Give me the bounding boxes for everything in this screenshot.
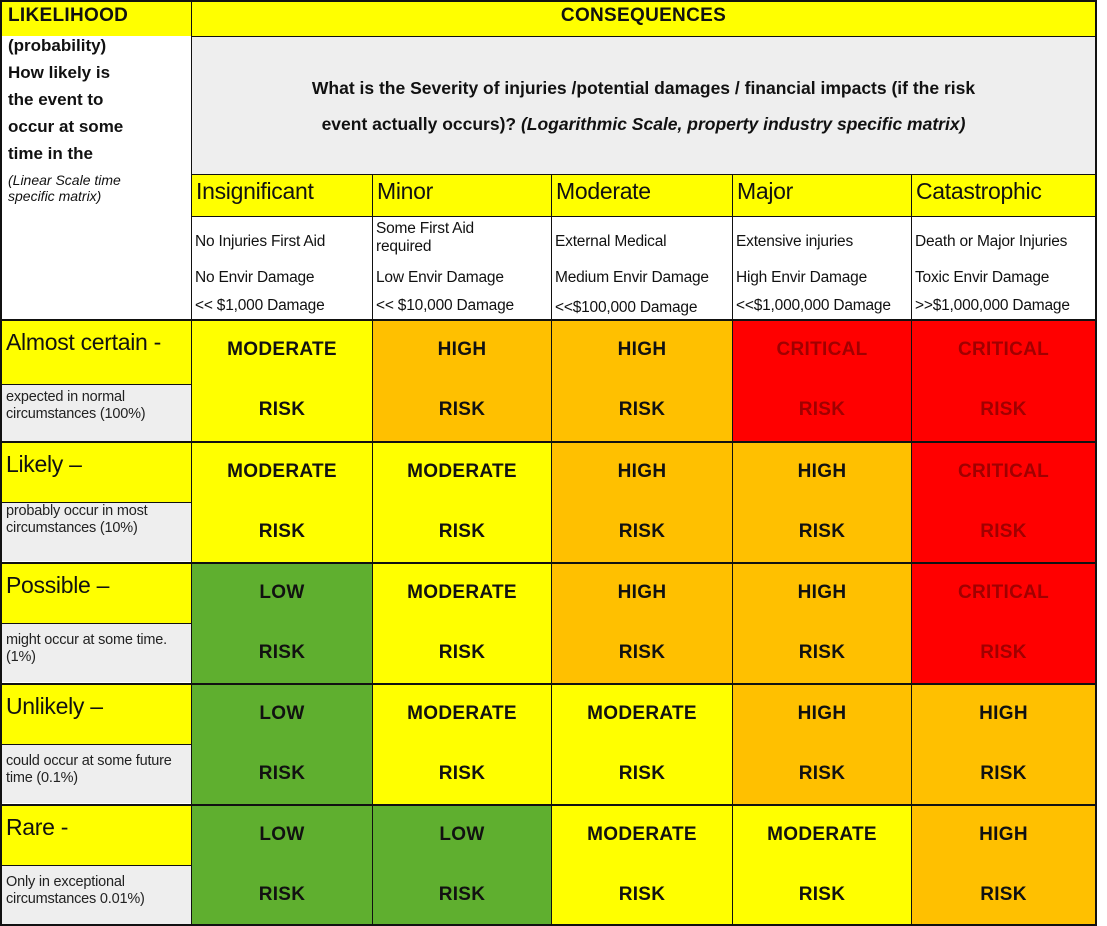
severity-injury: Extensive injuries — [736, 233, 854, 250]
risk-level-label: CRITICAL — [957, 461, 1050, 482]
severity-injury: No Injuries First Aid — [195, 233, 326, 250]
risk-suffix-label: RISK — [618, 399, 666, 420]
risk-level-label: CRITICAL — [776, 339, 868, 360]
risk-level-label: CRITICAL — [957, 582, 1050, 603]
risk-cell-high — [552, 564, 732, 683]
risk-suffix-label: RISK — [980, 521, 1027, 542]
severity-financial: << $1,000 Damage — [195, 297, 325, 314]
risk-cell-moderate — [373, 685, 551, 804]
risk-level-label: LOW — [259, 824, 305, 845]
severity-environment: Medium Envir Damage — [555, 269, 709, 286]
risk-cell-high — [733, 685, 911, 804]
risk-level-label: HIGH — [617, 339, 667, 360]
likelihood-scale-line: (Linear Scale time — [8, 172, 121, 188]
risk-cell-low — [192, 685, 372, 804]
likelihood-name-almost-certain: Almost certain - — [2, 321, 191, 384]
risk-cell-high — [733, 564, 911, 683]
risk-cell-low — [192, 564, 372, 683]
risk-suffix-label: RISK — [798, 521, 846, 542]
risk-cell-critical — [912, 443, 1095, 562]
risk-suffix-label: RISK — [798, 399, 846, 420]
risk-cell-moderate — [192, 443, 372, 562]
likelihood-question-line: occur at some — [8, 117, 124, 136]
risk-suffix-label: RISK — [258, 399, 306, 420]
risk-suffix-label: RISK — [980, 399, 1027, 420]
risk-level-label: MODERATE — [767, 824, 877, 845]
severity-environment: Toxic Envir Damage — [915, 269, 1050, 286]
likelihood-scale-line: specific matrix) — [8, 188, 102, 204]
risk-level-label: MODERATE — [587, 824, 697, 845]
risk-suffix-label: RISK — [258, 884, 306, 905]
risk-cell-high — [552, 443, 732, 562]
likelihood-title: LIKELIHOOD — [2, 2, 191, 36]
risk-level-label: HIGH — [617, 582, 667, 603]
risk-level-label: LOW — [259, 582, 305, 603]
risk-suffix-label: RISK — [438, 763, 486, 784]
risk-cell-moderate — [733, 806, 911, 924]
risk-cell-critical — [912, 564, 1095, 683]
risk-suffix-label: RISK — [438, 399, 486, 420]
likelihood-question-line: the event to — [8, 90, 104, 109]
risk-cell-high — [733, 443, 911, 562]
likelihood-name-unlikely: Unlikely – — [2, 685, 191, 744]
likelihood-name-rare: Rare - — [2, 806, 191, 865]
risk-cell-critical — [912, 321, 1095, 441]
severity-financial: << $10,000 Damage — [376, 297, 514, 314]
likelihood-name-likely: Likely – — [2, 443, 191, 502]
severity-financial: <<$100,000 Damage — [555, 299, 698, 316]
likelihood-question-line: time in the — [8, 144, 94, 163]
likelihood-question-line: How likely is — [8, 63, 111, 82]
risk-level-label: MODERATE — [407, 703, 517, 724]
severity-question-line1: What is the Severity of injuries /potential damages / financial impacts (if the risk — [311, 78, 976, 98]
risk-level-label: MODERATE — [407, 582, 517, 603]
risk-level-label: HIGH — [979, 824, 1028, 845]
risk-level-label: HIGH — [617, 461, 667, 482]
risk-suffix-label: RISK — [438, 884, 486, 905]
severity-question-note: (Logarithmic Scale, property industry specific matrix) — [516, 114, 966, 134]
risk-suffix-label: RISK — [438, 642, 486, 663]
risk-suffix-label: RISK — [618, 763, 666, 784]
risk-suffix-label: RISK — [798, 763, 846, 784]
risk-cell-low — [192, 806, 372, 924]
risk-suffix-label: RISK — [980, 642, 1027, 663]
likelihood-desc-likely: probably occur in most circumstances (10%) — [2, 503, 191, 561]
risk-level-label: MODERATE — [227, 461, 337, 482]
risk-suffix-label: RISK — [618, 521, 666, 542]
severity-injury: External Medical — [555, 233, 667, 250]
risk-suffix-label: RISK — [798, 642, 846, 663]
risk-suffix-label: RISK — [798, 884, 846, 905]
risk-level-label: LOW — [259, 703, 305, 724]
likelihood-desc-unlikely: could occur at some future time (0.1%) — [2, 745, 191, 803]
severity-desc-insignificant — [192, 217, 372, 319]
risk-suffix-label: RISK — [618, 884, 666, 905]
severity-injury: Some First Aid required — [376, 220, 474, 255]
severity-name-catastrophic: Catastrophic — [912, 174, 1095, 216]
severity-name-moderate: Moderate — [552, 174, 732, 216]
severity-financial: <<$1,000,000 Damage — [736, 297, 891, 314]
severity-desc-major — [733, 217, 911, 319]
likelihood-desc-possible: might occur at some time. (1%) — [2, 624, 191, 682]
severity-question — [192, 36, 1095, 174]
risk-suffix-label: RISK — [258, 642, 306, 663]
risk-cell-moderate — [192, 321, 372, 441]
risk-suffix-label: RISK — [258, 521, 306, 542]
severity-financial: >>$1,000,000 Damage — [915, 297, 1070, 314]
severity-environment: No Envir Damage — [195, 269, 315, 286]
risk-cell-moderate — [552, 685, 732, 804]
risk-suffix-label: RISK — [438, 521, 486, 542]
severity-environment: High Envir Damage — [736, 269, 867, 286]
risk-level-label: HIGH — [797, 461, 847, 482]
severity-name-minor: Minor — [373, 174, 551, 216]
risk-level-label: HIGH — [437, 339, 487, 360]
severity-name-major: Major — [733, 174, 911, 216]
consequences-title: CONSEQUENCES — [192, 2, 1095, 36]
risk-suffix-label: RISK — [258, 763, 306, 784]
risk-level-label: MODERATE — [407, 461, 517, 482]
risk-level-label: LOW — [439, 824, 485, 845]
risk-cell-critical — [733, 321, 911, 441]
severity-injury: Death or Major Injuries — [915, 233, 1068, 250]
risk-cell-high — [373, 321, 551, 441]
likelihood-desc-almost-certain: expected in normal circumstances (100%) — [2, 385, 191, 441]
risk-level-label: HIGH — [979, 703, 1028, 724]
severity-desc-catastrophic — [912, 217, 1095, 319]
likelihood-desc-rare: Only in exceptional circumstances 0.01%) — [2, 866, 191, 924]
severity-desc-minor — [373, 217, 551, 319]
risk-cell-high — [552, 321, 732, 441]
risk-level-label: HIGH — [797, 703, 847, 724]
severity-name-insignificant: Insignificant — [192, 174, 372, 216]
risk-suffix-label: RISK — [980, 763, 1027, 784]
risk-level-label: CRITICAL — [957, 339, 1050, 360]
risk-cell-high — [912, 806, 1095, 924]
risk-cell-low — [373, 806, 551, 924]
risk-level-label: MODERATE — [587, 703, 697, 724]
likelihood-name-possible: Possible – — [2, 564, 191, 623]
risk-cell-moderate — [552, 806, 732, 924]
severity-desc-moderate — [552, 217, 732, 319]
risk-cell-high — [912, 685, 1095, 804]
risk-suffix-label: RISK — [980, 884, 1027, 905]
risk-cell-moderate — [373, 443, 551, 562]
severity-question-line2: event actually occurs)? — [321, 114, 517, 134]
likelihood-description — [2, 36, 191, 319]
risk-level-label: MODERATE — [227, 339, 337, 360]
risk-cell-moderate — [373, 564, 551, 683]
severity-environment: Low Envir Damage — [376, 269, 504, 286]
risk-level-label: HIGH — [797, 582, 847, 603]
risk-suffix-label: RISK — [618, 642, 666, 663]
likelihood-question-line: (probability) — [8, 36, 107, 55]
